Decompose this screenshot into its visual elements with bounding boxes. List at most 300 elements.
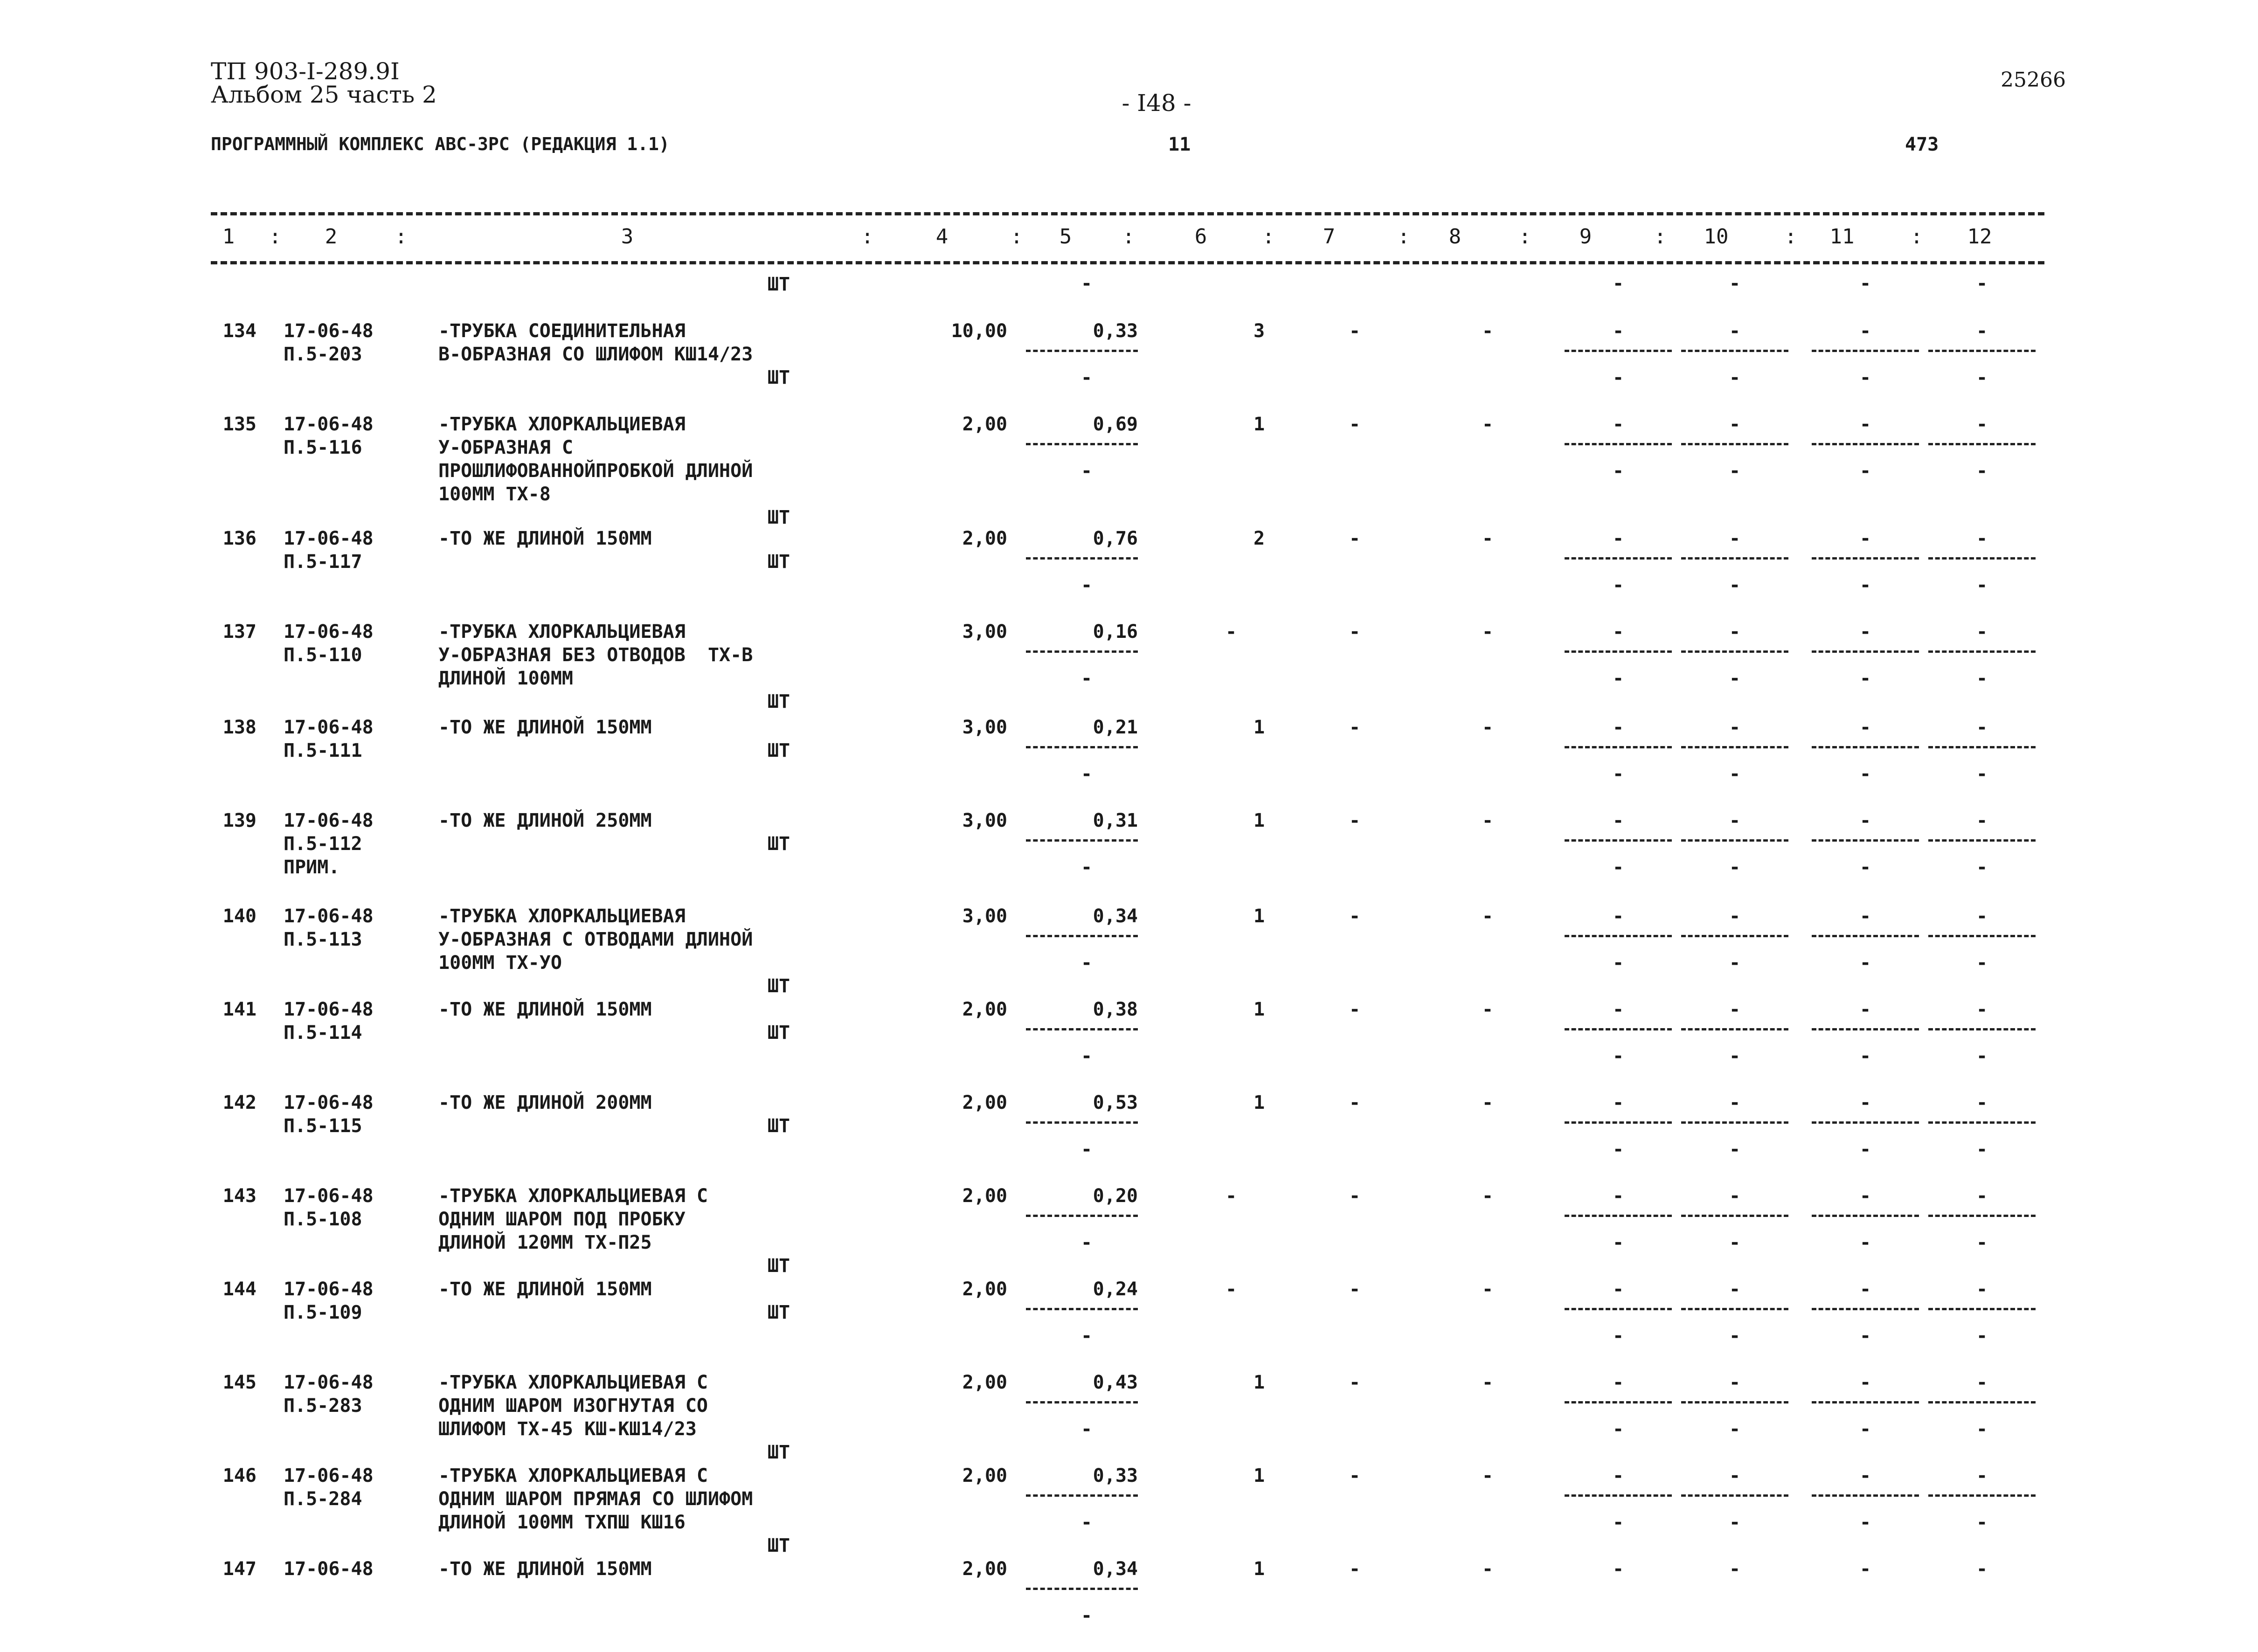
row-unit: ШТ: [767, 740, 790, 761]
row-col10-divider: [1681, 935, 1788, 937]
column-separator: :: [1910, 225, 1923, 249]
row-reference: П.5-117: [284, 551, 362, 573]
row-col12-dash: -: [1976, 1465, 1988, 1486]
row-col5-divider: [1026, 1308, 1138, 1310]
row-description-line: -ТО ЖЕ ДЛИНОЙ 150ММ: [438, 1279, 652, 1300]
row-col5-value: 0,33: [1093, 1465, 1138, 1486]
row-col4-value: 3,00: [962, 810, 1007, 831]
row-col10-divider: [1681, 1215, 1788, 1217]
row-col5-value: 0,76: [1093, 528, 1138, 549]
row-col11-divider: [1812, 1215, 1919, 1217]
row-number: 145: [222, 1372, 256, 1393]
row-col9-lower-dash: -: [1612, 1418, 1624, 1440]
column-separator: :: [1397, 225, 1410, 249]
row-col12-lower-dash: -: [1976, 857, 1988, 878]
row-col4-value: 2,00: [962, 1092, 1007, 1113]
row-code: 17-06-48: [284, 414, 374, 435]
row-number: 143: [222, 1185, 256, 1207]
row-col4-value: 2,00: [962, 1372, 1007, 1393]
row-col10-dash: -: [1729, 1185, 1741, 1207]
row-description-line: -ТРУБКА ХЛОРКАЛЬЦИЕВАЯ: [438, 905, 686, 927]
row-col10-dash: -: [1729, 1465, 1741, 1486]
row-col11-divider: [1812, 443, 1919, 445]
row-col12-divider: [1928, 650, 2036, 653]
row-description-line: 100ММ ТХ-УО: [438, 952, 562, 974]
row-col10-dash: -: [1729, 717, 1741, 738]
row-col10-dash: -: [1729, 905, 1741, 927]
row-col11-dash: -: [1859, 1092, 1871, 1113]
carryover-dash: -: [1729, 273, 1741, 294]
row-col12-lower-dash: -: [1976, 1045, 1988, 1067]
row-col10-dash: -: [1729, 810, 1741, 831]
row-col8-value: -: [1482, 810, 1494, 831]
row-description-line: ОДНИМ ШАРОМ ПРЯМАЯ СО ШЛИФОМ: [438, 1488, 753, 1510]
row-unit: ШТ: [767, 691, 790, 712]
row-unit: ШТ: [767, 507, 790, 528]
row-number: 134: [222, 320, 256, 342]
row-reference: П.5-110: [284, 644, 362, 666]
row-col5-dash: -: [1081, 1232, 1093, 1253]
row-col7-value: -: [1349, 528, 1361, 549]
row-col12-divider: [1928, 1494, 2036, 1497]
row-col7-value: -: [1349, 717, 1361, 738]
doc-code: ТП 903-I-289.9I: [211, 58, 400, 85]
row-description-line: -ТО ЖЕ ДЛИНОЙ 250ММ: [438, 810, 652, 831]
carryover-dash: -: [1081, 273, 1093, 294]
row-description-line: -ТРУБКА ХЛОРКАЛЬЦИЕВАЯ: [438, 414, 686, 435]
row-description-line: -ТО ЖЕ ДЛИНОЙ 200ММ: [438, 1092, 652, 1113]
row-col5-dash: -: [1081, 1139, 1093, 1160]
row-col8-value: -: [1482, 717, 1494, 738]
top-unit: ШТ: [767, 274, 790, 295]
row-col12-dash: -: [1976, 717, 1988, 738]
row-col12-dash: -: [1976, 1092, 1988, 1113]
row-col5-dash: -: [1081, 857, 1093, 878]
row-unit: ШТ: [767, 1255, 790, 1277]
row-col11-lower-dash: -: [1859, 367, 1871, 388]
row-col11-dash: -: [1859, 1558, 1871, 1580]
row-col9-dash: -: [1612, 1558, 1624, 1580]
row-description-line: ДЛИНОЙ 100ММ ТХПШ КШ16: [438, 1512, 686, 1533]
row-code: 17-06-48: [284, 810, 374, 831]
row-col12-lower-dash: -: [1976, 460, 1988, 482]
row-col10-divider: [1681, 839, 1788, 842]
row-col6-value: 1: [1253, 414, 1265, 435]
row-col11-divider: [1812, 1308, 1919, 1310]
table-top-rule: [211, 212, 2044, 215]
row-description-line: ДЛИНОЙ 120ММ ТХ-П25: [438, 1232, 652, 1253]
row-col9-divider: [1565, 350, 1672, 352]
row-col10-lower-dash: -: [1729, 763, 1741, 785]
column-separator: :: [1122, 225, 1135, 249]
row-description-line: -ТРУБКА ХЛОРКАЛЬЦИЕВАЯ С: [438, 1465, 708, 1486]
row-col12-dash: -: [1976, 905, 1988, 927]
row-col6-value: 1: [1253, 1092, 1265, 1113]
row-col11-lower-dash: -: [1859, 1418, 1871, 1440]
row-col7-value: -: [1349, 999, 1361, 1020]
row-col11-dash: -: [1859, 1185, 1871, 1207]
row-col6-value: -: [1225, 1185, 1237, 1207]
row-code: 17-06-48: [284, 905, 374, 927]
row-description-line: ДЛИНОЙ 100ММ: [438, 668, 573, 689]
row-unit: ШТ: [767, 975, 790, 997]
row-col11-dash: -: [1859, 1279, 1871, 1300]
row-col12-lower-dash: -: [1976, 952, 1988, 974]
row-col8-value: -: [1482, 1092, 1494, 1113]
row-col7-value: -: [1349, 621, 1361, 643]
row-unit: ШТ: [767, 367, 790, 388]
row-col9-dash: -: [1612, 999, 1624, 1020]
column-separator: :: [269, 225, 282, 249]
row-col9-divider: [1565, 1028, 1672, 1030]
row-col10-divider: [1681, 557, 1788, 560]
row-col12-dash: -: [1976, 1558, 1988, 1580]
row-col9-lower-dash: -: [1612, 952, 1624, 974]
row-col9-lower-dash: -: [1612, 763, 1624, 785]
row-col12-lower-dash: -: [1976, 574, 1988, 596]
row-col10-lower-dash: -: [1729, 367, 1741, 388]
column-number-10: 10: [1704, 225, 1729, 249]
row-number: 140: [222, 905, 256, 927]
row-col12-lower-dash: -: [1976, 1512, 1988, 1533]
row-col12-dash: -: [1976, 810, 1988, 831]
section-number: 11: [1168, 134, 1191, 155]
column-number-8: 8: [1448, 225, 1461, 249]
row-col11-divider: [1812, 1121, 1919, 1124]
row-code: 17-06-48: [284, 717, 374, 738]
row-col10-dash: -: [1729, 1092, 1741, 1113]
row-description-line: -ТО ЖЕ ДЛИНОЙ 150ММ: [438, 1558, 652, 1580]
row-col12-lower-dash: -: [1976, 668, 1988, 689]
row-reference: П.5-108: [284, 1209, 362, 1230]
row-col6-value: 3: [1253, 320, 1265, 342]
row-col9-divider: [1565, 1308, 1672, 1310]
row-number: 141: [222, 999, 256, 1020]
row-code: 17-06-48: [284, 999, 374, 1020]
row-col5-value: 0,31: [1093, 810, 1138, 831]
row-col11-divider: [1812, 650, 1919, 653]
row-col12-dash: -: [1976, 414, 1988, 435]
row-col10-dash: -: [1729, 320, 1741, 342]
row-col9-dash: -: [1612, 1279, 1624, 1300]
row-col5-divider: [1026, 1401, 1138, 1403]
row-col6-value: -: [1225, 621, 1237, 643]
row-col10-lower-dash: -: [1729, 668, 1741, 689]
row-col12-lower-dash: -: [1976, 1418, 1988, 1440]
row-unit: ШТ: [767, 1115, 790, 1137]
row-number: 139: [222, 810, 256, 831]
row-reference: П.5-111: [284, 740, 362, 761]
album-label: Альбом 25 часть 2: [211, 81, 437, 108]
row-col11-lower-dash: -: [1859, 1139, 1871, 1160]
row-col10-dash: -: [1729, 621, 1741, 643]
row-description-line: 100ММ ТХ-8: [438, 484, 551, 505]
row-note: ПРИМ.: [284, 857, 340, 878]
row-col5-dash: -: [1081, 460, 1093, 482]
row-col12-divider: [1928, 935, 2036, 937]
row-col4-value: 2,00: [962, 414, 1007, 435]
row-col9-lower-dash: -: [1612, 1045, 1624, 1067]
row-col5-divider: [1026, 1494, 1138, 1497]
row-col4-value: 2,00: [962, 1185, 1007, 1207]
row-col11-divider: [1812, 1494, 1919, 1497]
row-col8-value: -: [1482, 414, 1494, 435]
row-description-line: -ТО ЖЕ ДЛИНОЙ 150ММ: [438, 999, 652, 1020]
row-col11-lower-dash: -: [1859, 763, 1871, 785]
row-col11-lower-dash: -: [1859, 952, 1871, 974]
row-col12-lower-dash: -: [1976, 1139, 1988, 1160]
row-col5-divider: [1026, 557, 1138, 560]
row-code: 17-06-48: [284, 320, 374, 342]
row-code: 17-06-48: [284, 1279, 374, 1300]
row-col8-value: -: [1482, 1372, 1494, 1393]
row-col8-value: -: [1482, 1465, 1494, 1486]
column-number-9: 9: [1579, 225, 1592, 249]
row-col5-value: 0,33: [1093, 320, 1138, 342]
row-col12-divider: [1928, 557, 2036, 560]
row-col10-dash: -: [1729, 1558, 1741, 1580]
row-col11-lower-dash: -: [1859, 1232, 1871, 1253]
column-number-1: 1: [222, 225, 235, 249]
row-col5-divider: [1026, 1588, 1138, 1590]
row-col9-lower-dash: -: [1612, 857, 1624, 878]
row-col5-dash: -: [1081, 952, 1093, 974]
row-col9-divider: [1565, 839, 1672, 842]
row-col11-divider: [1812, 350, 1919, 352]
row-col10-divider: [1681, 650, 1788, 653]
row-col11-lower-dash: -: [1859, 574, 1871, 596]
column-separator: :: [395, 225, 408, 249]
row-col12-divider: [1928, 1121, 2036, 1124]
row-col4-value: 3,00: [962, 905, 1007, 927]
row-col9-dash: -: [1612, 320, 1624, 342]
row-description-line: ПРОШЛИФОВАННОЙПРОБКОЙ ДЛИНОЙ: [438, 460, 753, 482]
row-col11-lower-dash: -: [1859, 1325, 1871, 1347]
row-col12-divider: [1928, 839, 2036, 842]
row-unit: ШТ: [767, 551, 790, 573]
row-number: 142: [222, 1092, 256, 1113]
row-col11-dash: -: [1859, 528, 1871, 549]
program-title: ПРОГРАММНЫЙ КОМПЛЕКС АВС-3РС (РЕДАКЦИЯ 1.1): [211, 134, 670, 154]
row-col9-dash: -: [1612, 717, 1624, 738]
row-col10-dash: -: [1729, 999, 1741, 1020]
row-col11-lower-dash: -: [1859, 668, 1871, 689]
row-description-line: ОДНИМ ШАРОМ ПОД ПРОБКУ: [438, 1209, 686, 1230]
column-separator: :: [1784, 225, 1797, 249]
carryover-dash: -: [1976, 273, 1988, 294]
row-col7-value: -: [1349, 1372, 1361, 1393]
row-col12-divider: [1928, 1401, 2036, 1403]
row-code: 17-06-48: [284, 1092, 374, 1113]
row-col10-lower-dash: -: [1729, 1418, 1741, 1440]
row-col9-dash: -: [1612, 1185, 1624, 1207]
row-col9-divider: [1565, 650, 1672, 653]
row-col5-dash: -: [1081, 574, 1093, 596]
row-col12-lower-dash: -: [1976, 1325, 1988, 1347]
row-reference: П.5-116: [284, 437, 362, 458]
row-col12-lower-dash: -: [1976, 367, 1988, 388]
row-col5-dash: -: [1081, 1325, 1093, 1347]
carryover-dash: -: [1859, 273, 1871, 294]
row-col9-lower-dash: -: [1612, 1139, 1624, 1160]
row-col9-divider: [1565, 1121, 1672, 1124]
row-reference: П.5-112: [284, 833, 362, 855]
row-number: 136: [222, 528, 256, 549]
row-col5-divider: [1026, 935, 1138, 937]
row-col9-lower-dash: -: [1612, 367, 1624, 388]
row-reference: П.5-284: [284, 1488, 362, 1510]
row-col9-dash: -: [1612, 1092, 1624, 1113]
row-reference: П.5-114: [284, 1022, 362, 1044]
row-col9-divider: [1565, 935, 1672, 937]
row-unit: ШТ: [767, 1302, 790, 1323]
row-col12-divider: [1928, 1028, 2036, 1030]
row-number: 137: [222, 621, 256, 643]
row-col9-dash: -: [1612, 528, 1624, 549]
row-col11-lower-dash: -: [1859, 460, 1871, 482]
row-col9-lower-dash: -: [1612, 574, 1624, 596]
row-col10-divider: [1681, 1308, 1788, 1310]
row-reference: П.5-109: [284, 1302, 362, 1323]
row-col12-divider: [1928, 746, 2036, 748]
row-description-line: У-ОБРАЗНАЯ С: [438, 437, 573, 458]
row-col5-divider: [1026, 350, 1138, 352]
row-col10-lower-dash: -: [1729, 952, 1741, 974]
row-col6-value: -: [1225, 1279, 1237, 1300]
row-col8-value: -: [1482, 1279, 1494, 1300]
row-col10-dash: -: [1729, 1279, 1741, 1300]
row-code: 17-06-48: [284, 1372, 374, 1393]
row-col5-divider: [1026, 443, 1138, 445]
row-col5-dash: -: [1081, 668, 1093, 689]
row-col9-divider: [1565, 1215, 1672, 1217]
row-col10-divider: [1681, 1401, 1788, 1403]
row-col8-value: -: [1482, 999, 1494, 1020]
row-col8-value: -: [1482, 320, 1494, 342]
column-number-3: 3: [621, 225, 634, 249]
row-col7-value: -: [1349, 810, 1361, 831]
row-col5-dash: -: [1081, 367, 1093, 388]
row-col10-lower-dash: -: [1729, 857, 1741, 878]
row-col9-dash: -: [1612, 621, 1624, 643]
row-number: 146: [222, 1465, 256, 1486]
sheet-number: 473: [1905, 134, 1939, 155]
row-col12-divider: [1928, 1215, 2036, 1217]
row-col12-dash: -: [1976, 1372, 1988, 1393]
row-col9-lower-dash: -: [1612, 1325, 1624, 1347]
row-col5-divider: [1026, 1121, 1138, 1124]
row-col10-divider: [1681, 1121, 1788, 1124]
row-col11-dash: -: [1859, 621, 1871, 643]
row-col7-value: -: [1349, 1185, 1361, 1207]
row-reference: П.5-115: [284, 1115, 362, 1137]
row-col11-dash: -: [1859, 999, 1871, 1020]
column-separator: :: [1010, 225, 1023, 249]
row-description-line: У-ОБРАЗНАЯ БЕЗ ОТВОДОВ ТХ-В: [438, 644, 753, 666]
row-col9-lower-dash: -: [1612, 460, 1624, 482]
row-col9-lower-dash: -: [1612, 668, 1624, 689]
row-col6-value: 1: [1253, 905, 1265, 927]
row-col4-value: 2,00: [962, 1279, 1007, 1300]
row-col10-lower-dash: -: [1729, 1045, 1741, 1067]
row-col12-divider: [1928, 1308, 2036, 1310]
column-number-11: 11: [1829, 225, 1855, 249]
row-col12-dash: -: [1976, 528, 1988, 549]
row-col8-value: -: [1482, 905, 1494, 927]
row-col4-value: 2,00: [962, 528, 1007, 549]
row-col11-divider: [1812, 839, 1919, 842]
row-col7-value: -: [1349, 1092, 1361, 1113]
row-col5-dash: -: [1081, 763, 1093, 785]
row-col7-value: -: [1349, 905, 1361, 927]
row-code: 17-06-48: [284, 1558, 374, 1580]
row-col12-divider: [1928, 443, 2036, 445]
row-col12-dash: -: [1976, 320, 1988, 342]
row-col4-value: 2,00: [962, 1558, 1007, 1580]
row-col5-dash: -: [1081, 1605, 1093, 1626]
row-code: 17-06-48: [284, 1185, 374, 1207]
row-col5-divider: [1026, 1028, 1138, 1030]
row-reference: П.5-203: [284, 344, 362, 365]
row-col8-value: -: [1482, 1185, 1494, 1207]
row-col7-value: -: [1349, 414, 1361, 435]
row-col10-dash: -: [1729, 414, 1741, 435]
row-col9-divider: [1565, 746, 1672, 748]
row-description-line: -ТРУБКА ХЛОРКАЛЬЦИЕВАЯ: [438, 621, 686, 643]
row-col9-lower-dash: -: [1612, 1512, 1624, 1533]
column-separator: :: [1654, 225, 1667, 249]
row-col10-lower-dash: -: [1729, 1139, 1741, 1160]
row-col5-dash: -: [1081, 1045, 1093, 1067]
row-col11-dash: -: [1859, 320, 1871, 342]
row-description-line: -ТРУБКА СОЕДИНИТЕЛЬНАЯ: [438, 320, 686, 342]
row-col11-dash: -: [1859, 1465, 1871, 1486]
row-col12-lower-dash: -: [1976, 763, 1988, 785]
row-col6-value: 1: [1253, 1558, 1265, 1580]
row-col5-divider: [1026, 650, 1138, 653]
row-col12-lower-dash: -: [1976, 1232, 1988, 1253]
row-col8-value: -: [1482, 528, 1494, 549]
carryover-dash: -: [1612, 273, 1624, 294]
row-col5-value: 0,16: [1093, 621, 1138, 643]
row-col10-divider: [1681, 746, 1788, 748]
row-unit: ШТ: [767, 1535, 790, 1556]
column-number-5: 5: [1059, 225, 1072, 249]
row-col12-dash: -: [1976, 999, 1988, 1020]
row-col10-divider: [1681, 350, 1788, 352]
row-col6-value: 2: [1253, 528, 1265, 549]
row-col5-value: 0,38: [1093, 999, 1138, 1020]
row-col9-dash: -: [1612, 1372, 1624, 1393]
row-col9-divider: [1565, 557, 1672, 560]
row-col4-value: 2,00: [962, 1465, 1007, 1486]
column-number-12: 12: [1967, 225, 1992, 249]
row-col12-dash: -: [1976, 1185, 1988, 1207]
row-col12-divider: [1928, 350, 2036, 352]
row-description-line: -ТО ЖЕ ДЛИНОЙ 150ММ: [438, 717, 652, 738]
row-col7-value: -: [1349, 320, 1361, 342]
row-col6-value: 1: [1253, 717, 1265, 738]
row-col5-value: 0,34: [1093, 1558, 1138, 1580]
row-col5-value: 0,24: [1093, 1279, 1138, 1300]
row-col11-divider: [1812, 746, 1919, 748]
row-code: 17-06-48: [284, 621, 374, 643]
row-col6-value: 1: [1253, 810, 1265, 831]
row-description-line: -ТО ЖЕ ДЛИНОЙ 150ММ: [438, 528, 652, 549]
row-col4-value: 3,00: [962, 621, 1007, 643]
row-col10-lower-dash: -: [1729, 574, 1741, 596]
row-col8-value: -: [1482, 621, 1494, 643]
